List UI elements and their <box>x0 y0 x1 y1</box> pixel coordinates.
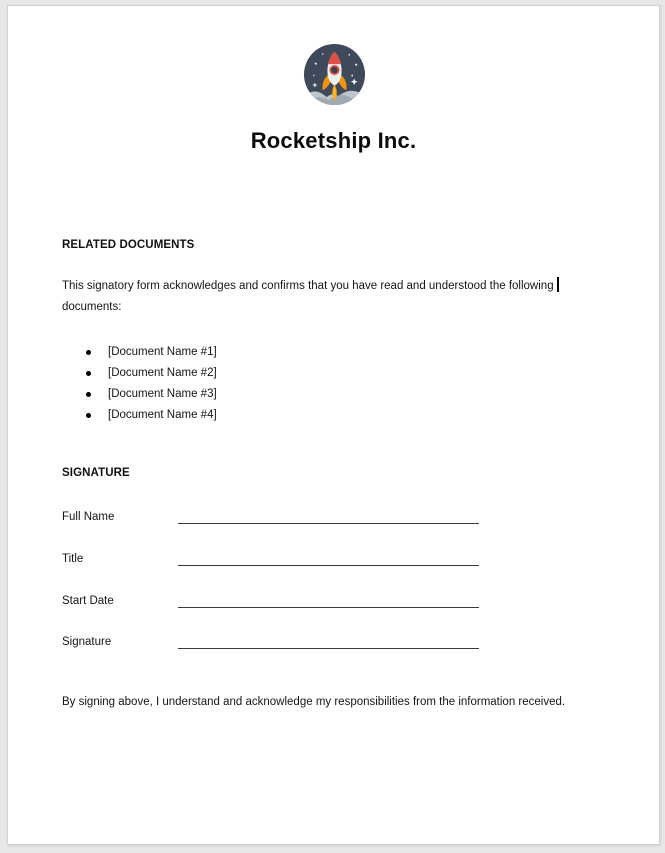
related-documents-list <box>62 342 217 426</box>
start-date-signature-line[interactable] <box>178 591 479 608</box>
rocket-icon <box>303 43 366 106</box>
signature-signature-line[interactable] <box>178 632 479 649</box>
start-date-label: Start Date <box>62 595 114 607</box>
intro-paragraph <box>62 276 622 318</box>
document-page[interactable] <box>7 5 660 845</box>
list-item-label: [Document Name #2] <box>108 367 217 379</box>
title-label: Title <box>62 553 84 565</box>
list-item <box>62 342 217 363</box>
field-row-signature <box>62 632 582 652</box>
full-name-signature-line[interactable] <box>178 507 479 524</box>
full-name-label: Full Name <box>62 511 115 523</box>
list-item-label: [Document Name #4] <box>108 409 217 421</box>
signature-label: Signature <box>62 636 112 648</box>
acknowledgement-text: By signing above, I understand and acknowledge my responsibilities from the information received. <box>62 696 566 708</box>
related-documents-heading: RELATED DOCUMENTS <box>62 239 195 251</box>
list-item <box>62 384 217 405</box>
field-row-title <box>62 549 582 569</box>
intro-line1: This signatory form acknowledges and confirms that you have read and understood the following <box>62 280 554 292</box>
signature-heading: SIGNATURE <box>62 467 130 479</box>
field-row-start-date <box>62 591 582 611</box>
document-title: Rocketship Inc. <box>250 128 417 153</box>
title-signature-line[interactable] <box>178 549 479 566</box>
text-cursor <box>557 277 559 292</box>
intro-line2: documents: <box>62 301 122 313</box>
list-item-label: [Document Name #3] <box>108 388 217 400</box>
field-row-full-name <box>62 507 582 527</box>
list-item <box>62 363 217 384</box>
list-item-label: [Document Name #1] <box>108 346 217 358</box>
company-logo <box>303 43 366 106</box>
list-item <box>62 405 217 426</box>
